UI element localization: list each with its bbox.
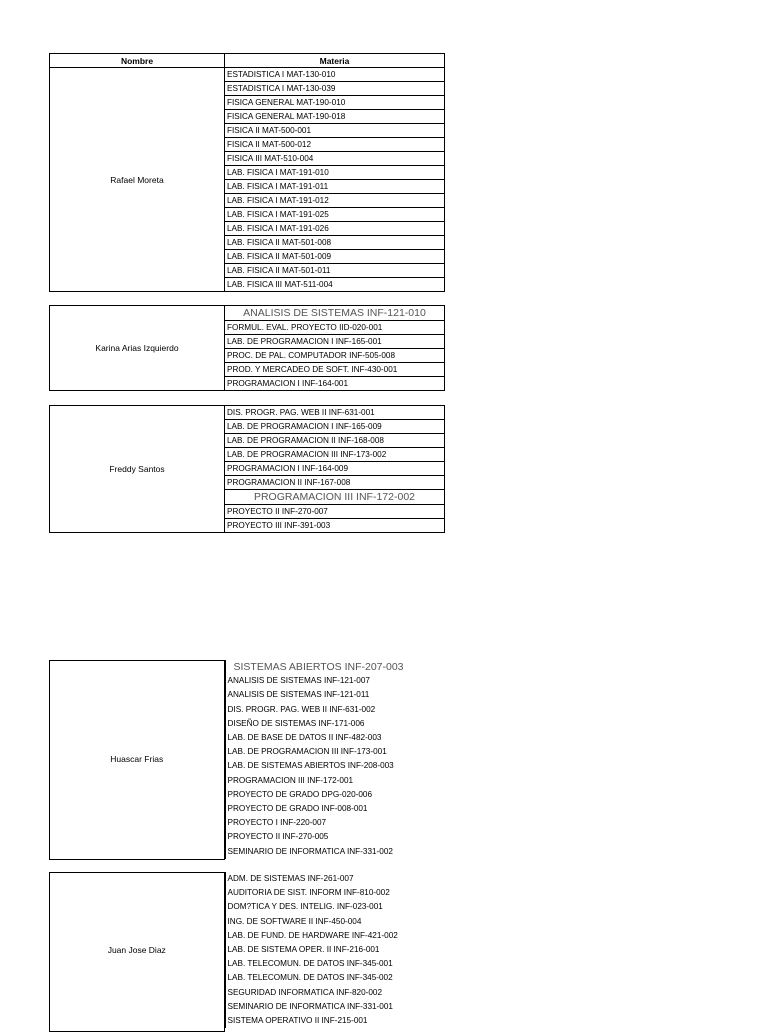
subject-cell: SISTEMAS ABIERTOS INF-207-003: [225, 660, 444, 674]
subject-cell: LAB. FISICA I MAT-191-011: [225, 180, 445, 194]
subject-cell: PROYECTO I INF-220-007: [225, 816, 444, 830]
subject-cell: PROGRAMACION I INF-164-009: [225, 462, 445, 476]
subject-cell: PROD. Y MERCADEO DE SOFT. INF-430-001: [225, 363, 445, 377]
subject-cell: LAB. TELECOMUN. DE DATOS INF-345-002: [225, 971, 444, 985]
subject-cell: SEGURIDAD INFORMATICA INF-820-002: [225, 986, 444, 1000]
subject-cell: ESTADISTICA I MAT-130-039: [225, 82, 445, 96]
subject-cell: LAB. DE SISTEMA OPER. II INF-216-001: [225, 943, 444, 957]
subject-cell: PROYECTO II INF-270-005: [225, 830, 444, 844]
subject-cell: FISICA GENERAL MAT-190-018: [225, 110, 445, 124]
subject-cell: DISEÑO DE SISTEMAS INF-171-006: [225, 717, 444, 731]
subject-cell: LAB. DE PROGRAMACION III INF-173-002: [225, 448, 445, 462]
subject-cell: FORMUL. EVAL. PROYECTO IID-020-001: [225, 321, 445, 335]
subject-cell: LAB. FISICA I MAT-191-026: [225, 222, 445, 236]
column-header-subject: Materia: [225, 54, 445, 68]
subject-cell: PROGRAMACION I INF-164-001: [225, 377, 445, 391]
subject-cell: SEMINARIO DE INFORMATICA INF-331-002: [225, 845, 444, 859]
subject-cell: FISICA III MAT-510-004: [225, 152, 445, 166]
subject-cell: LAB. DE SISTEMAS ABIERTOS INF-208-003: [225, 759, 444, 773]
subject-cell: DOM?TICA Y DES. INTELIG. INF-023-001: [225, 900, 444, 914]
subject-cell: AUDITORIA DE SIST. INFORM INF-810-002: [225, 886, 444, 900]
subject-cell: SEMINARIO DE INFORMATICA INF-331-001: [225, 1000, 444, 1014]
subject-cell: PROYECTO DE GRADO INF-008-001: [225, 802, 444, 816]
subject-cell: SISTEMA OPERATIVO II INF-215-001: [225, 1014, 444, 1028]
subject-cell: LAB. DE PROGRAMACION II INF-168-008: [225, 434, 445, 448]
teacher-name: Huascar Frias: [110, 754, 164, 765]
subject-cell: PROGRAMACION III INF-172-001: [225, 774, 444, 788]
subject-cell: ANALISIS DE SISTEMAS INF-121-010: [225, 306, 445, 321]
column-header-name: Nombre: [50, 54, 225, 68]
subject-cell: PROGRAMACION II INF-167-008: [225, 476, 445, 490]
subject-cell: PROYECTO III INF-391-003: [225, 519, 445, 533]
schedule-table-karina: [49, 305, 445, 391]
teacher-name: Rafael Moreta: [50, 68, 225, 292]
subject-cell: DIS. PROGR. PAG. WEB II INF-631-001: [225, 406, 445, 420]
schedule-table-huascar: [49, 660, 444, 859]
subject-cell: ANALISIS DE SISTEMAS INF-121-011: [225, 688, 444, 702]
subject-cell: FISICA II MAT-500-012: [225, 138, 445, 152]
subject-cell: FISICA II MAT-500-001: [225, 124, 445, 138]
subject-cell: ANALISIS DE SISTEMAS INF-121-007: [225, 674, 444, 688]
teacher-name: Karina Arias Izquierdo: [50, 306, 225, 391]
subject-cell: LAB. DE PROGRAMACION I INF-165-009: [225, 420, 445, 434]
subject-cell: LAB. FISICA III MAT-511-004: [225, 278, 445, 292]
subject-cell: LAB. DE PROGRAMACION I INF-165-001: [225, 335, 445, 349]
subject-cell: LAB. DE PROGRAMACION III INF-173-001: [225, 745, 444, 759]
subject-cell: ESTADISTICA I MAT-130-010: [225, 68, 445, 82]
teacher-name: Juan Jose Diaz: [107, 945, 166, 956]
teacher-name: Freddy Santos: [50, 406, 225, 533]
subject-cell: LAB. TELECOMUN. DE DATOS INF-345-001: [225, 957, 444, 971]
subject-cell: PROC. DE PAL. COMPUTADOR INF-505-008: [225, 349, 445, 363]
subject-cell: LAB. FISICA II MAT-501-009: [225, 250, 445, 264]
subject-cell: LAB. FISICA II MAT-501-008: [225, 236, 445, 250]
subject-cell: ADM. DE SISTEMAS INF-261-007: [225, 872, 444, 886]
subject-cell: DIS. PROGR. PAG. WEB II INF-631-002: [225, 703, 444, 717]
subject-cell: PROYECTO II INF-270-007: [225, 505, 445, 519]
subject-cell: LAB. DE FUND. DE HARDWARE INF-421-002: [225, 929, 444, 943]
schedule-table-freddy: [49, 405, 445, 533]
subject-cell: LAB. DE BASE DE DATOS II INF-482-003: [225, 731, 444, 745]
subject-cell: LAB. FISICA I MAT-191-025: [225, 208, 445, 222]
subject-cell: LAB. FISICA I MAT-191-010: [225, 166, 445, 180]
schedule-table-juan: [49, 872, 444, 1028]
subject-cell: PROYECTO DE GRADO DPG-020-006: [225, 788, 444, 802]
subject-cell: LAB. FISICA I MAT-191-012: [225, 194, 445, 208]
subject-cell: LAB. FISICA II MAT-501-011: [225, 264, 445, 278]
schedule-table-rafael: [49, 53, 445, 292]
subject-cell: FISICA GENERAL MAT-190-010: [225, 96, 445, 110]
subject-cell: PROGRAMACION III INF-172-002: [225, 490, 445, 505]
subject-cell: ING. DE SOFTWARE II INF-450-004: [225, 915, 444, 929]
